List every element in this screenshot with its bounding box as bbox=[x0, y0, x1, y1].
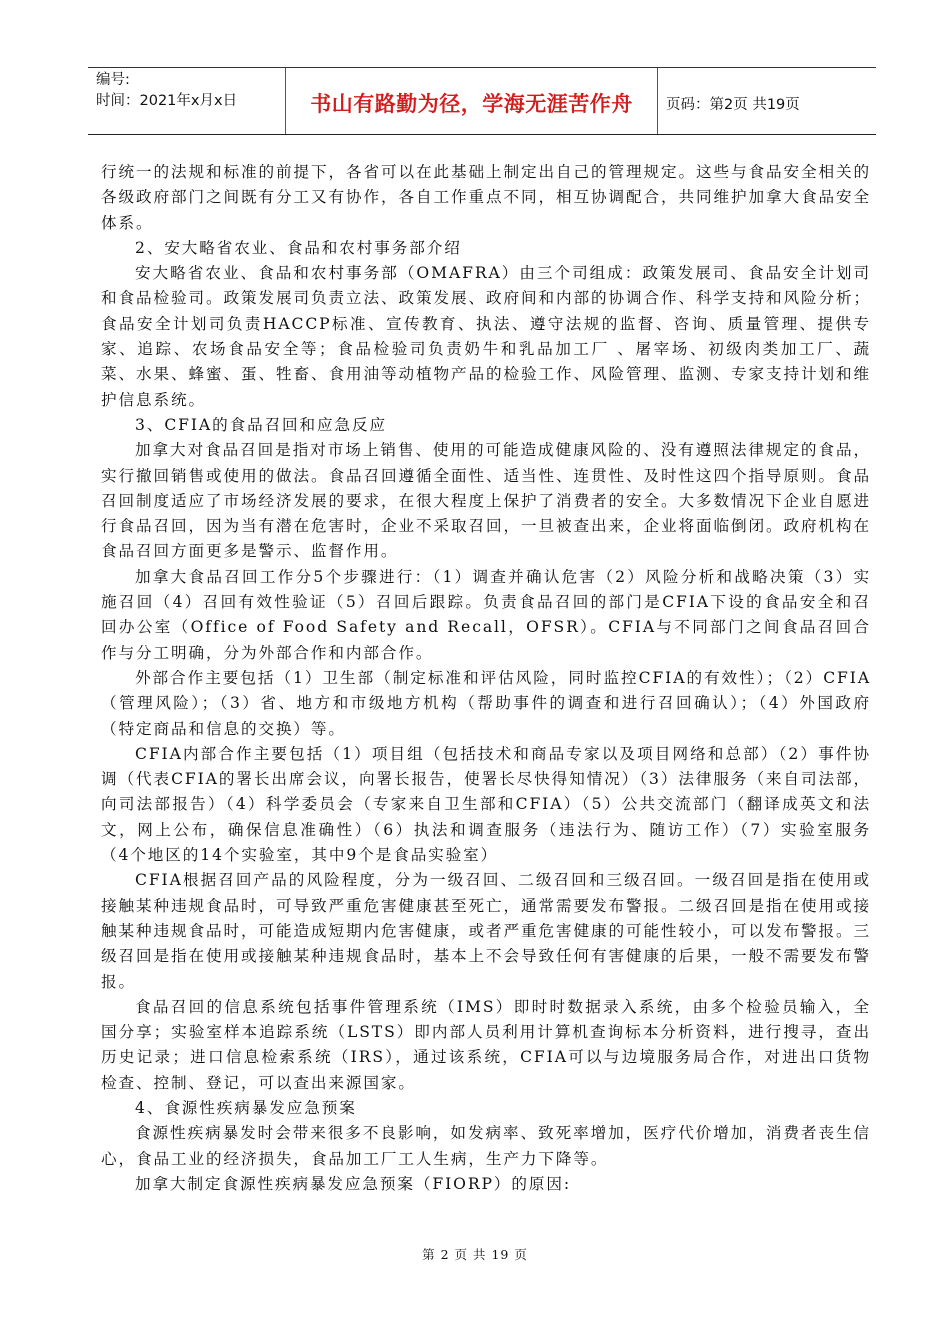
body-paragraph: 3、CFIA的食品召回和应急反应 bbox=[135, 415, 388, 434]
body-paragraph: 2、安大略省农业、食品和农村事务部介绍 bbox=[135, 238, 462, 257]
body-paragraph: 行统一的法规和标准的前提下，各省可以在此基础上制定出自己的管理规定。这些与食品安全相关的各级政府部门之间既有分工又有协作，各自工作重点不同，相互协调配合，共同维护加拿大食品安全体系。 bbox=[101, 163, 871, 232]
header-motto: 书山有路勤为径，学海无涯苦作舟 bbox=[286, 68, 658, 134]
body-paragraph: 食源性疾病暴发时会带来很多不良影响，如发病率、致死率增加，医疗代价增加，消费者丧生信心，食品工业的经济损失，食品加工厂工人生病，生产力下降等。 bbox=[101, 1124, 871, 1168]
header-page-number: 页码：第2页 共19页 bbox=[666, 96, 800, 113]
body-paragraph: 安大略省农业、食品和农村事务部（OMAFRA）由三个司组成：政策发展司、食品安全计划司和食品检验司。政策发展司负责立法、政策发展、政府间和内部的协调合作、科学支持和风险分析；食品安全计划司负责HACCP标准、宣传教育、执法、遵守法规的监督、咨询、质量管理、提供专家、追踪、农场食品安全等；食品检验司负责奶牛和乳品加工厂 、屠宰场、初级肉类加工厂、蔬菜、水果、蜂蜜、蛋、牲畜、食用油等动植物产品的检验工作、风险管理、监测、专家支持计划和维护信息系统。 bbox=[101, 264, 871, 409]
body-paragraph: CFIA根据召回产品的风险程度，分为一级召回、二级召回和三级召回。一级召回是指在使用或接触某种违规食品时，可导致严重危害健康甚至死亡，通常需要发布警报。二级召回是指在使用或接触某种违规食品时，可能造成短期内危害健康，或者严重危害健康的可能性较小，可以发布警报。三级召回是指在使用或接触某种违规食品时，基本上不会导致任何有害健康的后果，一般不需要发布警报。 bbox=[101, 871, 871, 991]
body-paragraph: 外部合作主要包括（1）卫生部（制定标准和评估风险，同时监控CFIA的有效性）；（2）CFIA（管理风险）；（3）省、地方和市级地方机构（帮助事件的调查和进行召回确认）；（4）外国政府（特定商品和信息的交换）等。 bbox=[101, 668, 871, 738]
body-paragraph: CFIA内部合作主要包括（1）项目组（包括技术和商品专家以及项目网络和总部）（2）事件协调（代表CFIA的署长出席会议，向署长报告，使署长尽快得知情况）（3）法律服务（来自司法部，向司法部报告）（4）科学委员会（专家来自卫生部和CFIA）（5）公共交流部门（翻译成英文和法文，网上公布，确保信息准确性）（6）执法和调查服务（违法行为、随访工作）（7）实验室服务（4个地区的14个实验室，其中9个是食品实验室） bbox=[101, 744, 871, 865]
body-paragraph: 加拿大制定食源性疾病暴发应急预案（FIORP）的原因: bbox=[135, 1174, 572, 1193]
document-number-label: 编号: bbox=[96, 72, 130, 88]
page-header bbox=[88, 67, 876, 135]
header-meta bbox=[88, 68, 286, 134]
page-footer: 第 2 页 共 19 页 bbox=[422, 1247, 528, 1262]
body-paragraph: 加拿大对食品召回是指对市场上销售、使用的可能造成健康风险的、没有遵照法律规定的食品，实行撤回销售或使用的做法。食品召回遵循全面性、适当性、连贯性、及时性这四个指导原则。食品召回制度适应了市场经济发展的要求，在很大程度上保护了消费者的安全。大多数情况下企业自愿进行食品召回，因为当有潜在危害时，企业不采取召回，一旦被查出来，企业将面临倒闭。政府机构在食品召回方面更多是警示、监督作用。 bbox=[101, 441, 871, 561]
body-paragraph: 食品召回的信息系统包括事件管理系统（IMS）即时时数据录入系统，由多个检验员输入，全国分享；实验室样本追踪系统（LSTS）即内部人员利用计算机查询标本分析资料，进行搜寻，查出历史记录；进口信息检索系统（IRS），通过该系统，CFIA可以与边境服务局合作，对进出口货物检查、控制、登记，可以查出来源国家。 bbox=[101, 997, 871, 1092]
body-paragraph: 加拿大食品召回工作分5个步骤进行：（1）调查并确认危害（2）风险分析和战略决策（3）实施召回（4）召回有效性验证（5）召回后跟踪。负责食品召回的部门是CFIA下设的食品安全和召回办公室（Office of Food Safety and Recall，OFSR）。CFIA与不同部门之间食品召回合作与分工明确，分为外部合作和内部合作。 bbox=[101, 567, 871, 662]
body-paragraph: 4、食源性疾病暴发应急预案 bbox=[135, 1098, 357, 1117]
document-body bbox=[101, 160, 871, 1197]
document-time-label: 时间：2021年x月x日 bbox=[96, 93, 238, 109]
